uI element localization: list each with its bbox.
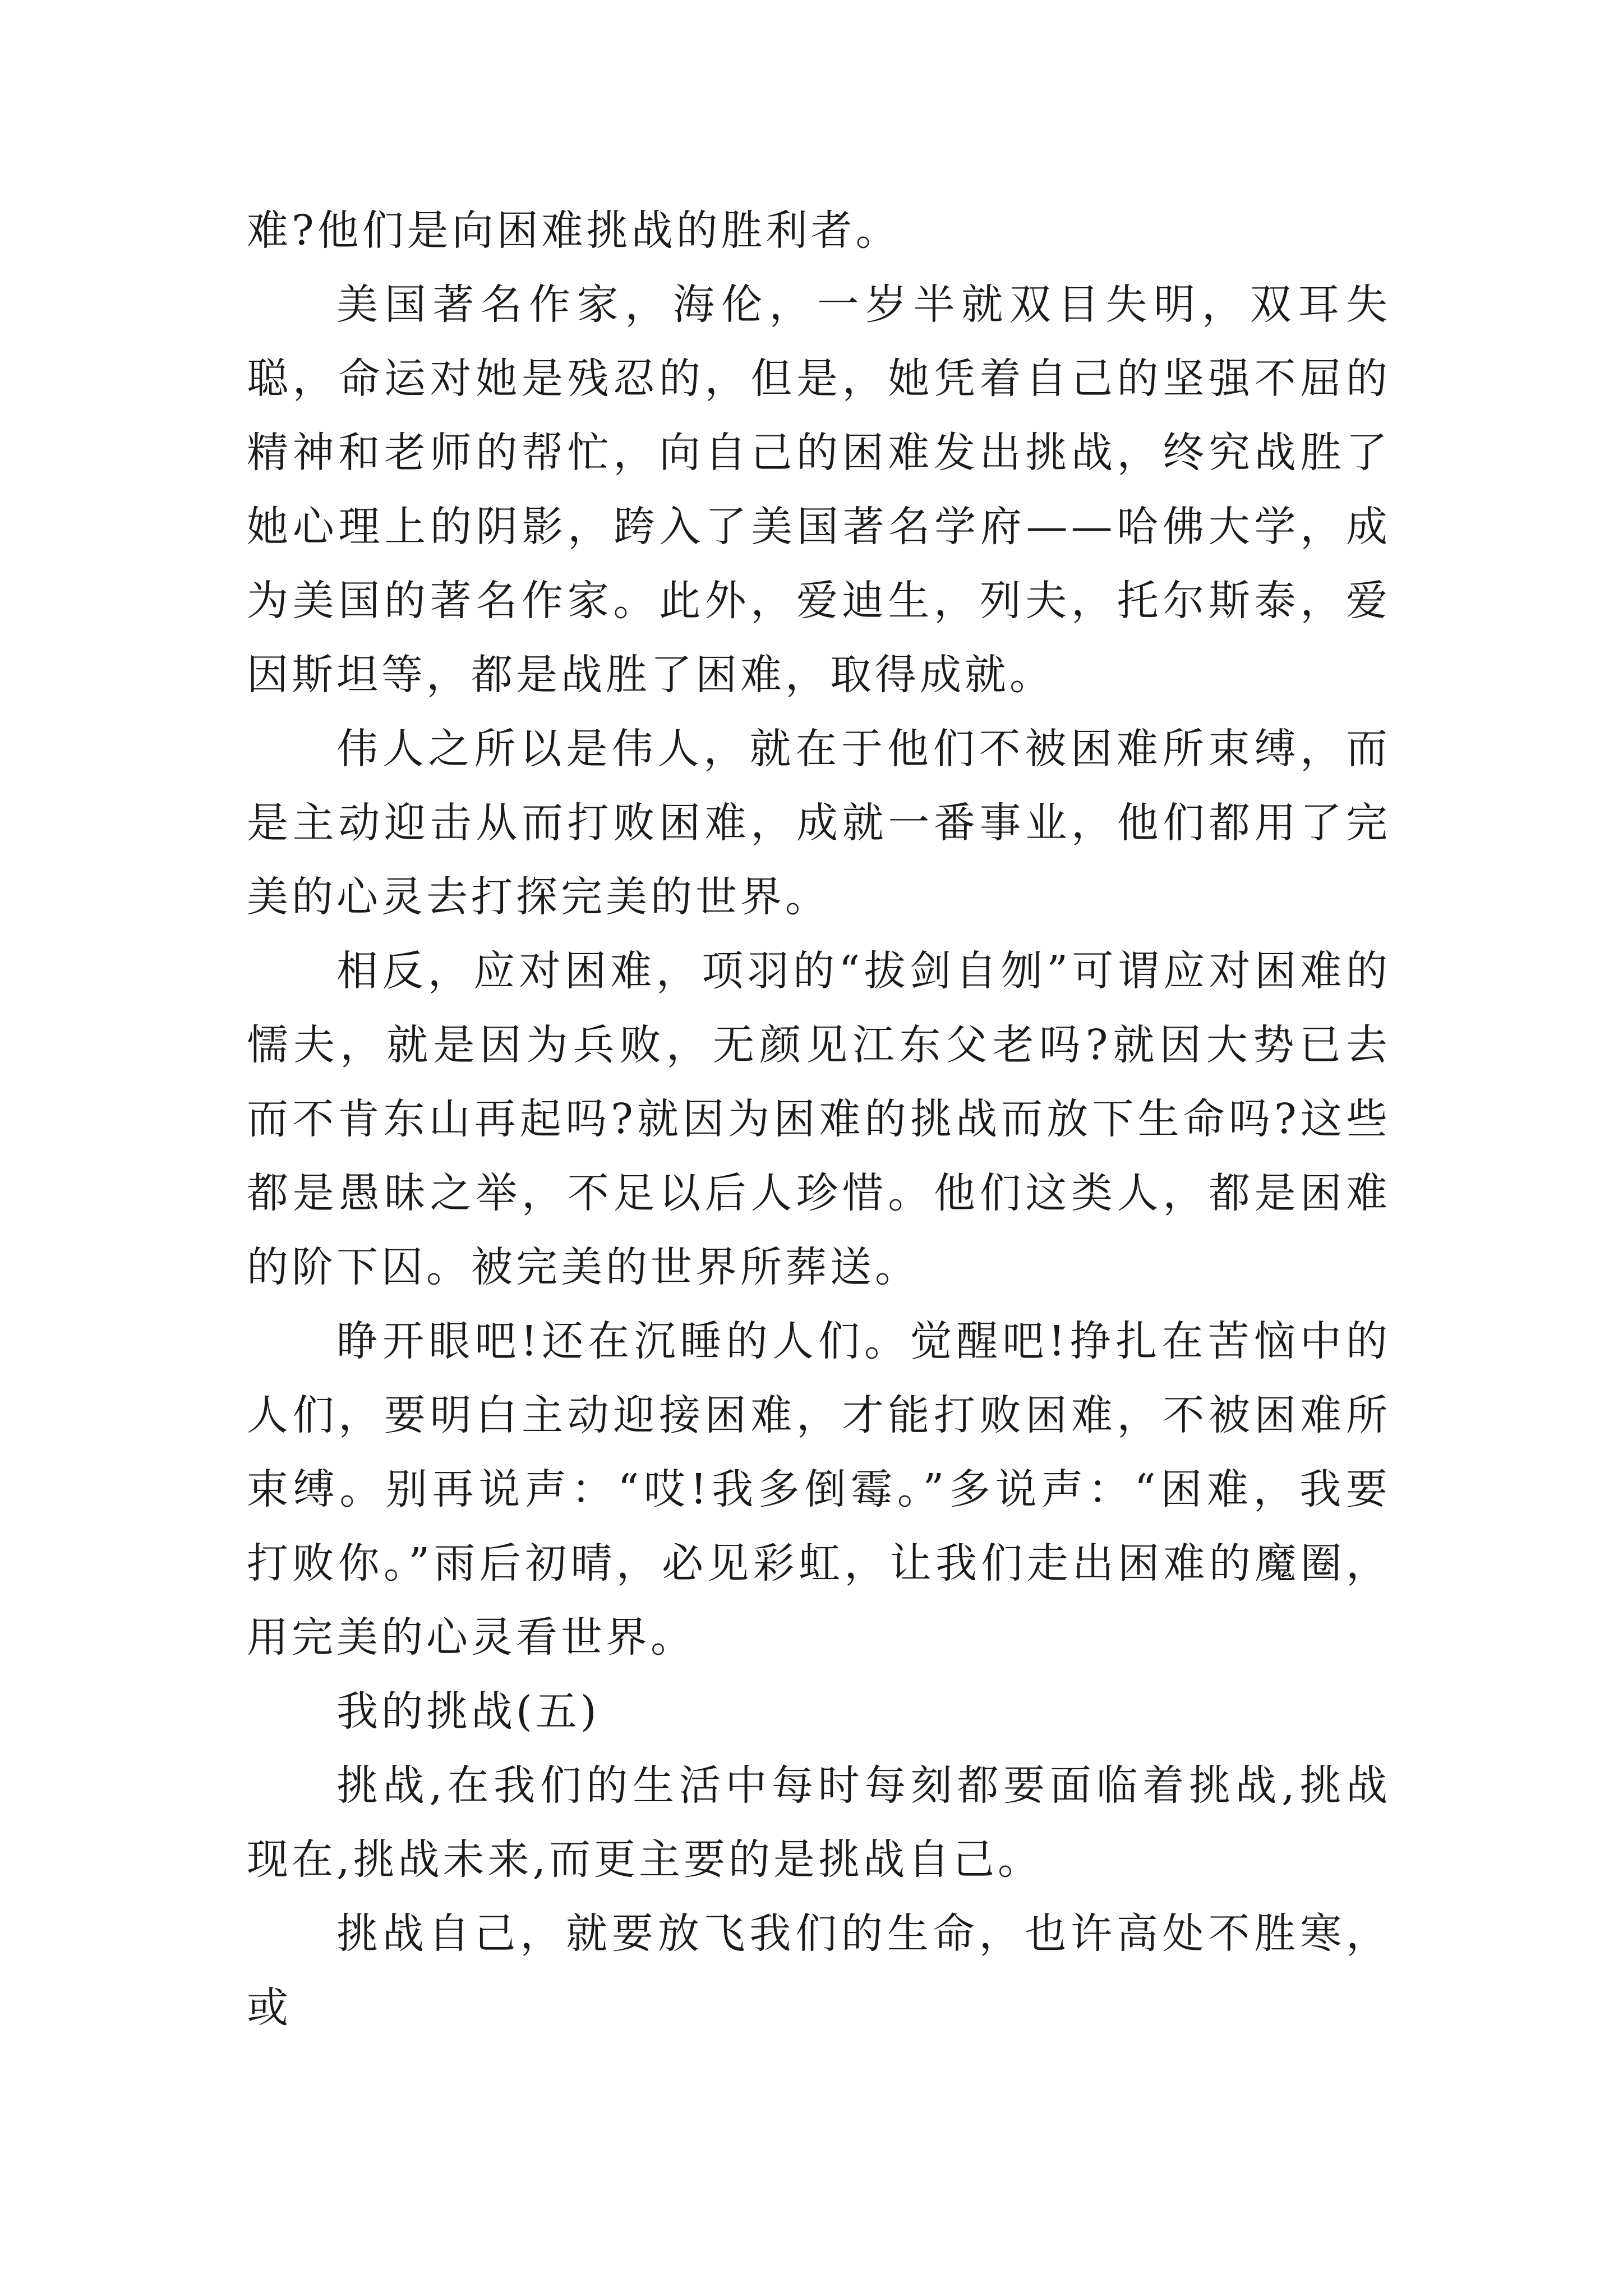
- section-heading: 我的挑战(五): [336, 1687, 600, 1736]
- paragraph-2: 美国著名作家，海伦，一岁半就双目失明，双耳失聪，命运对她是残忍的，但是，她凭着自己的坚强不屈的精神和老师的帮忙，向自己的困难发出挑战，终究战胜了她心理上的阴影，跨入了美国著名学府——哈佛大学，成为美国的著名作家。此外，爱迪生，列夫，托尔斯泰，爱因斯坦等，都是战胜了困难，取得成就。: [247, 280, 1391, 699]
- document-body: [247, 194, 1391, 2045]
- paragraph-5: 睁开眼吧!还在沉睡的人们。觉醒吧!挣扎在苦恼中的人们，要明白主动迎接困难，才能打败困难，不被困难所束缚。别再说声：“哎!我多倒霉。”多说声：“困难，我要打败你。”雨后初晴，必见彩虹，让我们走出困难的魔圈，用完美的心灵看世界。: [247, 1317, 1391, 1662]
- paragraph-3: 伟人之所以是伟人，就在于他们不被困难所束缚，而是主动迎击从而打败困难，成就一番事业，他们都用了完美的心灵去打探完美的世界。: [247, 725, 1391, 921]
- paragraph-1: 难?他们是向困难挑战的胜利者。: [247, 206, 901, 255]
- paragraph-7: 挑战自己，就要放飞我们的生命，也许高处不胜寒，或: [247, 1910, 1391, 2032]
- paragraph-6: 挑战,在我们的生活中每时每刻都要面临着挑战,挑战现在,挑战未来,而更主要的是挑战自己。: [247, 1761, 1391, 1884]
- paragraph-4: 相反，应对困难，项羽的“拔剑自刎”可谓应对困难的懦夫，就是因为兵败，无颜见江东父老吗?就因大势已去而不肯东山再起吗?就因为困难的挑战而放下生命吗?这些都是愚昧之举，不足以后人珍惜。他们这类人，都是困难的阶下囚。被完美的世界所葬送。: [247, 947, 1391, 1291]
